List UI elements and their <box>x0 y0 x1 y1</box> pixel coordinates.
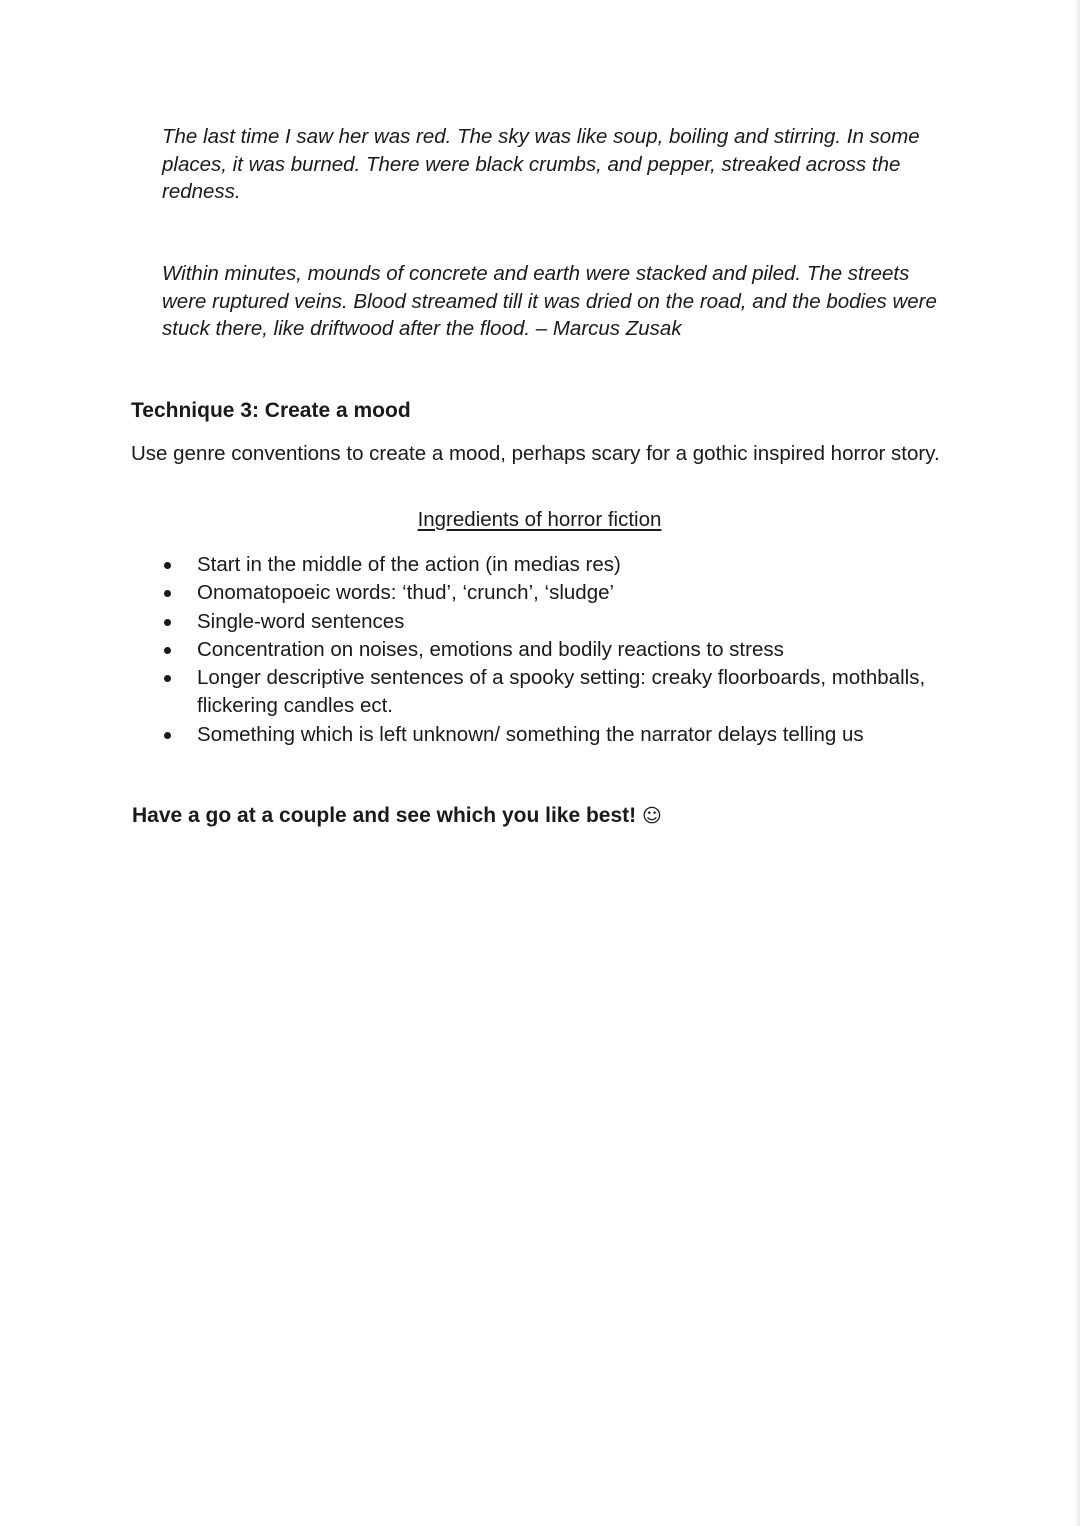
quote-paragraph-2: Within minutes, mounds of concrete and earth were stacked and piled. The streets were ruptured veins. Blood streamed till it was dried on the road, and the bodies were stuck there, like driftwood after the flood. – Marcus Zusak <box>162 262 937 340</box>
list-item <box>160 636 940 664</box>
bullet-icon <box>164 590 171 597</box>
technique-heading: Technique 3: Create a mood <box>131 399 411 422</box>
ingredients-heading-text: Ingredients of horror fiction <box>417 508 662 531</box>
list-item-text: Concentration on noises, emotions and bodily reactions to stress <box>197 637 784 661</box>
list-item-text: Something which is left unknown/ something the narrator delays telling us <box>197 722 864 746</box>
bullet-icon <box>164 619 171 626</box>
list-item <box>160 608 940 636</box>
list-item <box>160 721 940 749</box>
ingredients-list <box>160 551 940 749</box>
bullet-icon <box>164 562 171 569</box>
closing-line <box>132 804 662 828</box>
list-item-text: Single-word sentences <box>197 609 405 633</box>
list-item-text: Start in the middle of the action (in medias res) <box>197 553 621 576</box>
closing-text: Have a go at a couple and see which you like best! <box>132 804 637 827</box>
list-item <box>160 551 940 579</box>
quote-paragraph-1: The last time I saw her was red. The sky was like soup, boiling and stirring. In some places, it was burned. There were black crumbs, and pepper, streaked across the redness. <box>162 125 920 203</box>
list-item <box>160 579 940 607</box>
list-item <box>160 664 940 721</box>
list-item-text: Onomatopoeic words: ‘thud’, ‘crunch’, ‘sludge’ <box>197 581 615 605</box>
technique-intro: Use genre conventions to create a mood, perhaps scary for a gothic inspired horror story. <box>131 442 940 465</box>
list-item-text: Longer descriptive sentences of a spooky setting: creaky floorboards, mothballs, flickering candles ect. <box>197 666 926 718</box>
bullet-icon <box>164 647 171 654</box>
bullet-icon <box>164 732 171 739</box>
smiley-icon: ☺ <box>642 805 662 827</box>
page-edge-shadow <box>1074 0 1080 1526</box>
bullet-icon <box>164 675 171 682</box>
ingredients-heading <box>131 508 948 532</box>
